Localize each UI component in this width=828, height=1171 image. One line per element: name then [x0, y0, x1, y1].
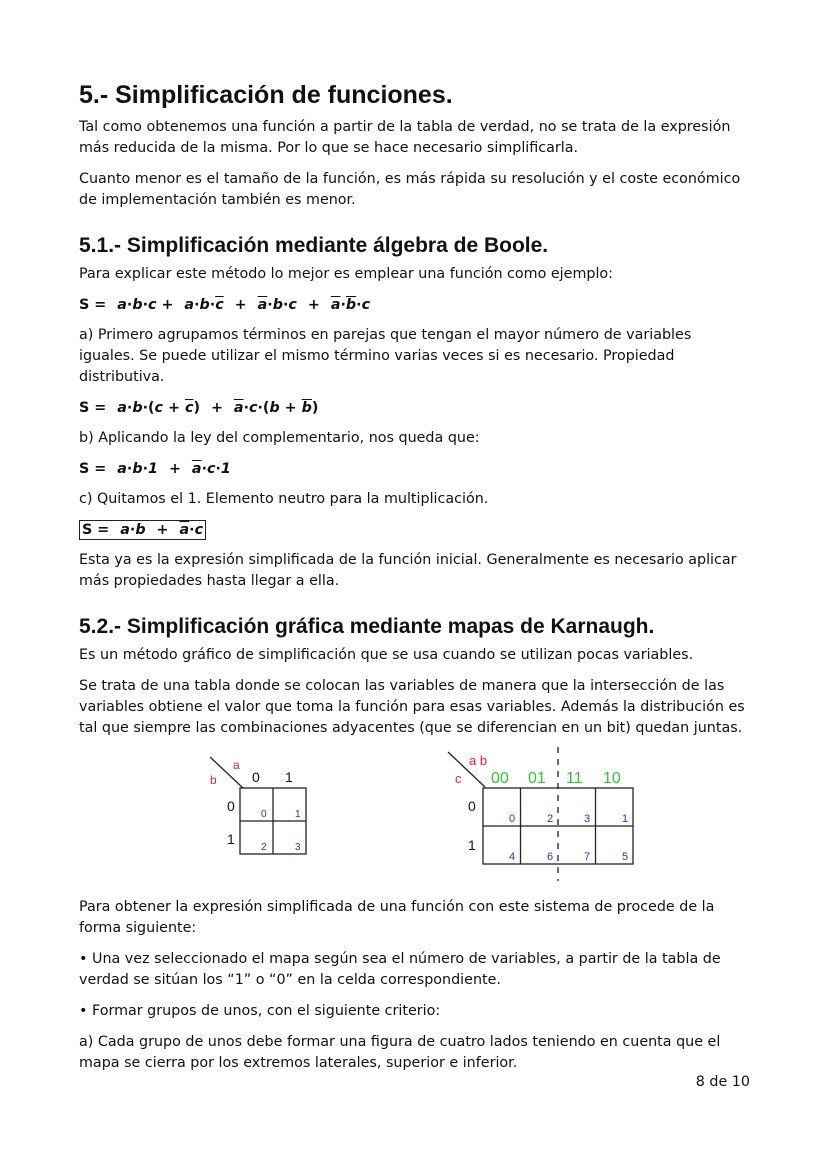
- formula-distributive: $S = a\cdot b\cdot(c + \overline{c}) + \overline{a}\cdot c\cdot(b + \overline{b})$: [79, 400, 319, 416]
- kmap2-cell-2: 2: [261, 842, 267, 853]
- kmap2-col-label-1: 1: [285, 769, 293, 785]
- kmap3-cell-3: 3: [584, 813, 591, 825]
- formula-complement: $S = a\cdot b\cdot 1 + \overline{a}\cdot c\cdot 1$: [79, 461, 231, 477]
- kmap2-col-label-0: 0: [252, 769, 260, 785]
- karnaugh-diagrams: [79, 751, 751, 891]
- kmap3-cell-2: 2: [547, 813, 554, 825]
- kmap3-col-label-3: 10: [603, 770, 621, 787]
- document-page: [79, 80, 751, 1084]
- formula-simplified: $S = a\cdot b + \overline{a}\cdot c$: [79, 520, 751, 540]
- section-5-1-step-b: b) Aplicando la ley del complementario, nos queda que:: [79, 430, 480, 446]
- kmap2-cell-1: 1: [295, 809, 301, 820]
- section-5-1-conclusion: Esta ya es la expresión simplificada de la función inicial. Generalmente es necesario aplicar más propiedades hasta llegar a ella.: [79, 552, 737, 589]
- kmap2-cell-3: 3: [295, 842, 301, 853]
- kmap2-col-var: a: [233, 758, 240, 772]
- section-5-title: 5.- Simplificación de funciones.: [79, 81, 453, 109]
- kmap3-row-var: c: [455, 771, 462, 786]
- section-5-2-paragraph-3: Para obtener la expresión simplificada de una función con este sistema de procede de la forma siguiente:: [79, 899, 715, 936]
- kmap3-cell-5: 5: [622, 851, 629, 863]
- kmap3-cell-1: 1: [622, 813, 629, 825]
- section-5-1-title: 5.1.- Simplificación mediante álgebra de Boole.: [79, 234, 549, 257]
- kmap3-col-label-2: 11: [566, 770, 583, 787]
- kmap2-cell-0: 0: [261, 809, 267, 820]
- kmap3-cell-0: 0: [509, 813, 516, 825]
- section-5-paragraph-2: Cuanto menor es el tamaño de la función, es más rápida su resolución y el coste económico de implementación también es menor.: [79, 171, 741, 208]
- page-number: 8 de 10: [695, 1074, 750, 1090]
- kmap2-row-label-1: 1: [227, 831, 235, 847]
- section-5-paragraph-1: Tal como obtenemos una función a partir de la tabla de verdad, no se trata de la expresión más reducida de la misma. Por lo que se hace necesario simplificarla.: [79, 119, 731, 156]
- kmap3-row-label-0: 0: [468, 798, 476, 814]
- section-5-2-step-a: a) Cada grupo de unos debe formar una figura de cuatro lados teniendo en cuenta que el mapa se cierra por los extremos laterales, superior e inferior.: [79, 1034, 721, 1071]
- kmap3-cell-6: 6: [547, 851, 554, 863]
- karnaugh-map-2-variables: [206, 751, 396, 881]
- kmap3-cell-4: 4: [509, 851, 516, 863]
- karnaugh-map-3-variables: [446, 745, 646, 885]
- section-5-2-paragraph-1: Es un método gráfico de simplificación que se usa cuando se utilizan pocas variables.: [79, 647, 694, 663]
- kmap3-row-label-1: 1: [468, 837, 476, 853]
- section-5-1-step-a: a) Primero agrupamos términos en parejas que tengan el mayor número de variables iguales. Se puede utilizar el mismo término varias veces si es necesario. Propiedad distributiva.: [79, 327, 692, 385]
- section-5-2-bullet-1: • Una vez seleccionado el mapa según sea el número de variables, a partir de la tabla de verdad se sitúan los “1” o “0” en la celda correspondiente.: [79, 951, 721, 988]
- kmap3-col-var: a b: [469, 753, 488, 768]
- formula-original: $S = a\cdot b\cdot c + a\cdot b\cdot\overline{c} + \overline{a}\cdot b\cdot c + \overline{a}\cdot\overline{b}\cdot c$: [79, 297, 371, 313]
- section-5-2-paragraph-2: Se trata de una tabla donde se colocan las variables de manera que la intersección de las variables obtiene el valor que toma la función para esas variables. Además la distribución es tal que siempre las combinaciones adyacentes (que se diferencian en un bit) quedan juntas.: [79, 678, 745, 736]
- section-5-2-title: 5.2.- Simplificación gráfica mediante mapas de Karnaugh.: [79, 615, 655, 638]
- kmap2-row-var: b: [210, 773, 217, 787]
- section-5-1-step-c: c) Quitamos el 1. Elemento neutro para la multiplicación.: [79, 491, 489, 507]
- kmap3-col-label-1: 01: [528, 770, 546, 787]
- kmap3-col-label-0: 00: [491, 770, 509, 787]
- kmap3-cell-7: 7: [584, 851, 591, 863]
- section-5-1-intro: Para explicar este método lo mejor es emplear una función como ejemplo:: [79, 266, 613, 282]
- kmap2-row-label-0: 0: [227, 798, 235, 814]
- section-5-2-bullet-2: • Formar grupos de unos, con el siguiente criterio:: [79, 1003, 441, 1019]
